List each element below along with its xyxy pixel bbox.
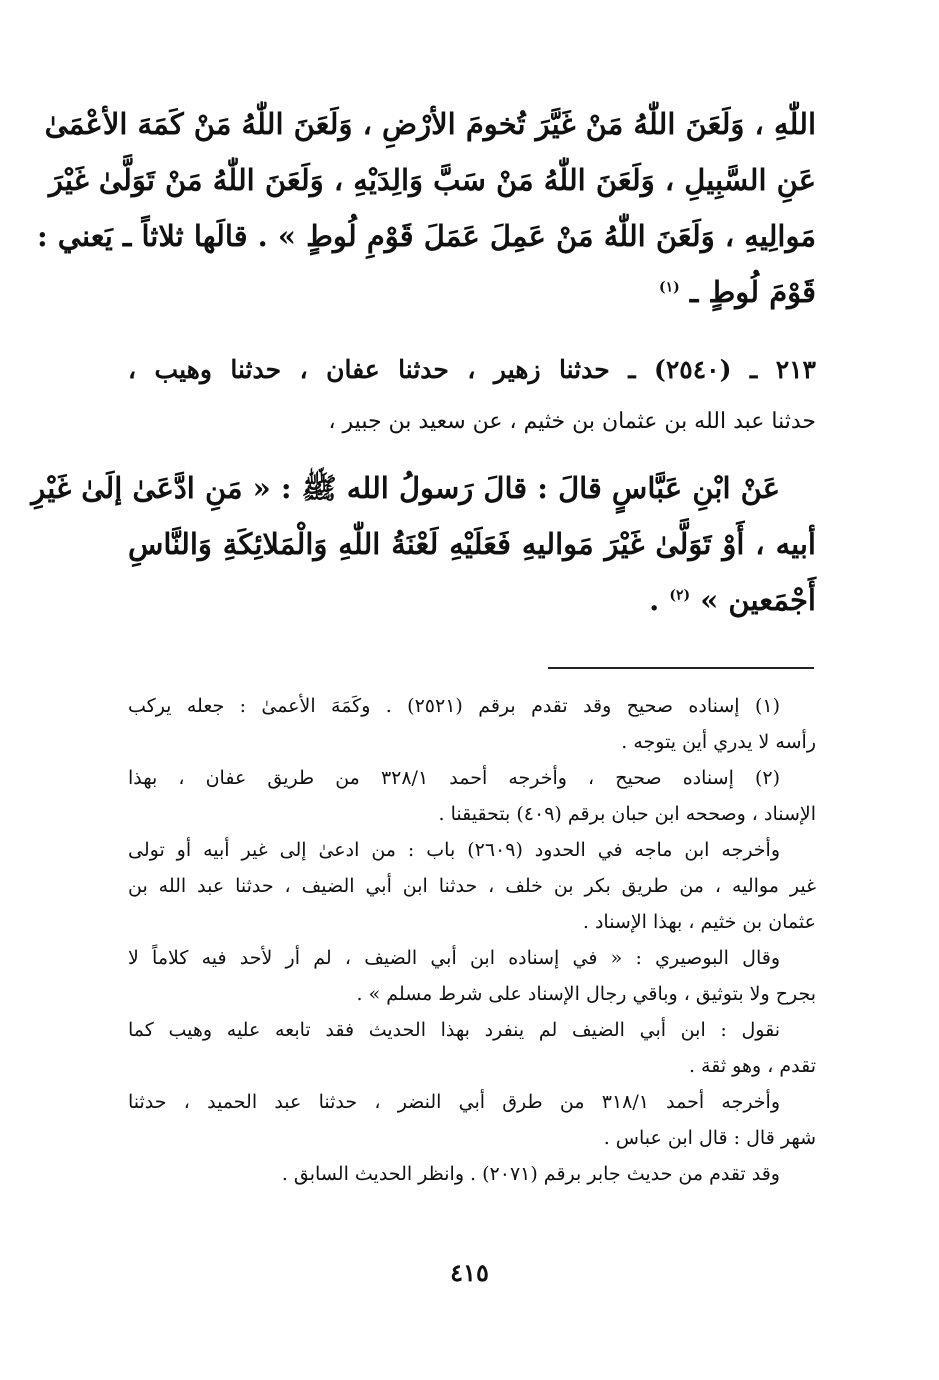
footnote-line: بجرح ولا بتوثيق ، وباقي رجال الإسناد على شرط مسلم » . — [356, 983, 816, 1005]
footnote-line: وأخرجه ابن ماجه في الحدود (٢٦٠٩) باب : من ادعىٰ إلى غير أبيه أو تولى — [128, 839, 780, 861]
hadith-body-line: أبيه ، أَوْ تَوَلَّىٰ غَيْرَ مَواليهِ فَعَلَيْهِ لَعْنَةُ اللّٰهِ وَالْمَلائِكَةِ وَالنَّاسِ — [128, 527, 816, 561]
footnote-line: شهر قال : قال ابن عباس . — [603, 1127, 816, 1149]
footnote-line: (١) إسناده صحيح وقد تقدم برقم (٢٥٢١) . وكَمَهَ الأعمىٰ : جعله يركب — [128, 695, 780, 717]
footnote-line: عثمان بن خثيم ، بهذا الإسناد . — [582, 911, 816, 933]
footnote-line: رأسه لا يدري أين يتوجه . — [621, 731, 816, 753]
main-text-line-end: قَوْمَ لُوطٍ ـ — [689, 275, 816, 309]
hadith-body-line-end: أَجْمَعين » — [700, 583, 816, 617]
footnote-line: الإسناد ، وصححه ابن حبان برقم (٤٠٩) بتحقيقنا . — [438, 803, 816, 825]
main-text-line — [128, 264, 816, 320]
footnote-line: (٢) إسناده صحيح ، وأخرجه أحمد ٣٢٨/١ من طريق عفان ، بهذا — [128, 767, 780, 789]
hadith-isnad-line: حدثنا عبد الله بن عثمان بن خثيم ، عن سعيد بن جبير ، — [328, 409, 816, 434]
hadith-body-period: . — [649, 583, 660, 617]
footnote-ref-2: (٢) — [669, 587, 691, 604]
hadith-isnad-line: ٢١٣ ـ (٢٥٤٠) ـ حدثنا زهير ، حدثنا عفان ، حدثنا وهيب ، — [128, 355, 816, 384]
footnote-separator — [548, 667, 814, 669]
main-text-line: اللّٰهِ ، وَلَعَنَ اللّٰهُ مَنْ غَيَّرَ تُخومَ الأرْضِ ، وَلَعَنَ اللّٰهُ مَنْ كَمَهَ الأعْمَىٰ — [44, 107, 816, 141]
main-text-line: مَوالِيهِ ، وَلَعَنَ اللّٰهُ مَنْ عَمِلَ عَمَلَ قَوْمِ لُوطٍ » . قالَها ثلاثاً ـ يَعني : — [37, 219, 816, 253]
page-number: ٤١٥ — [450, 1258, 489, 1287]
footnote-line: وقال البوصيري : « في إسناده ابن أبي الضيف ، لم أر لأحد فيه كلاماً لا — [128, 947, 780, 969]
footnotes — [128, 688, 816, 1192]
main-text-line: عَنِ السَّبِيلِ ، وَلَعَنَ اللّٰهُ مَنْ سَبَّ وَالِدَيْهِ ، وَلَعَنَ اللّٰهُ مَنْ تَوَلَّىٰ غَيْرَ — [48, 163, 816, 197]
hadith-body-line: عَنْ ابْنِ عَبَّاسٍ قالَ : قالَ رَسولُ الله ﷺ : « مَنِ ادَّعَىٰ إلَىٰ غَيْرِ — [31, 471, 780, 505]
footnote-line: وأخرجه أحمد ٣١٨/١ من طرق أبي النضر ، حدثنا عبد الحميد ، حدثنا — [128, 1091, 781, 1113]
footnote-line: تقدم ، وهو ثقة . — [688, 1055, 816, 1077]
hadith-body-line — [128, 572, 816, 628]
footnote-line: غير مواليه ، من طريق بكر بن خلف ، حدثنا ابن أبي الضيف ، حدثنا عبد الله بن — [128, 875, 816, 897]
footnote-ref-1: (١) — [658, 279, 680, 296]
hadith-body — [31, 460, 816, 628]
main-text — [37, 96, 816, 320]
hadith-header — [128, 344, 816, 448]
footnote-line: نقول : ابن أبي الضيف لم ينفرد بهذا الحديث فقد تابعه عليه وهيب كما — [128, 1019, 780, 1041]
footnote-line: وقد تقدم من حديث جابر برقم (٢٠٧١) . وانظر الحديث السابق . — [281, 1163, 780, 1185]
